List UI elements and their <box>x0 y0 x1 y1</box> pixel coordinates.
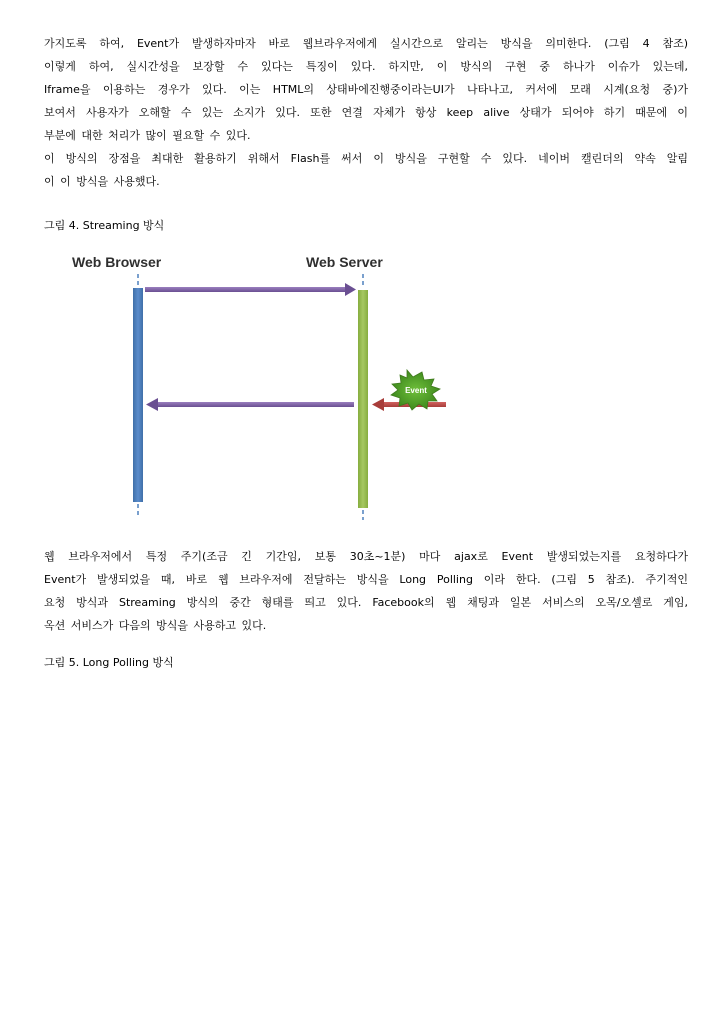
request-arrow-shaft <box>145 287 345 292</box>
text-line: 부분에 대한 처리가 많이 필요할 수 있다. <box>44 129 251 142</box>
web-server-label: Web Server <box>306 254 383 270</box>
request-arrow-head <box>345 283 356 296</box>
web-browser-label: Web Browser <box>72 254 162 270</box>
browser-activation-bar <box>133 288 143 502</box>
text-line: Event가 발생되었을 때, 바로 웹 브라우저에 전달하는 방식을 Long Polling 이라 한다. (그림 5 참조). 주기적인 <box>44 573 688 586</box>
streaming-diagram-svg <box>66 248 446 523</box>
text-line: 가지도록 하여, Event가 발생하자마자 바로 웹브라우저에게 실시간으로 알리는 방식을 의미한다. (그림 4 참조) <box>44 37 688 50</box>
text-line: 보여서 사용자가 오해할 수 있는 소지가 있다. 또한 연결 자체가 항상 keep alive 상태가 되어야 하기 때문에 이 <box>44 106 688 119</box>
figure-4-caption: 그림 4. Streaming 방식 <box>44 219 165 232</box>
server-activation-bar <box>358 290 368 508</box>
text-line: Iframe을 이용하는 경우가 있다. 이는 HTML의 상태바에진행중이라는UI가 나타나고, 커서에 모래 시계(요청 중)가 <box>44 83 688 96</box>
text-line: 웹 브라우저에서 특정 주기(조금 긴 기간임, 보통 30초~1분) 마다 ajax로 Event 발생되었는지를 요청하다가 <box>44 550 688 563</box>
paragraph-streaming-description <box>44 32 688 147</box>
paragraph-flash-implementation <box>44 147 688 193</box>
text-line: 요청 방식과 Streaming 방식의 중간 형태를 띄고 있다. Facebook의 웹 채팅과 일본 서비스의 오목/오셀로 게임, <box>44 596 688 609</box>
text-line: 옥션 서비스가 다음의 방식을 사용하고 있다. <box>44 619 267 632</box>
text-line: 이 방식의 장점을 최대한 활용하기 위해서 Flash를 써서 이 방식을 구현할 수 있다. 네이버 캘린더의 약속 알림 <box>44 152 688 165</box>
figure-5-caption: 그림 5. Long Polling 방식 <box>44 656 174 669</box>
push-arrow-head <box>146 398 158 411</box>
text-line: 이 이 방식을 사용했다. <box>44 175 160 188</box>
text-line: 이렇게 하여, 실시간성을 보장할 수 있다는 특징이 있다. 하지만, 이 방식의 구현 중 하나가 이슈가 있는데, <box>44 60 688 73</box>
streaming-diagram <box>66 248 446 523</box>
event-arrow-head <box>372 398 384 411</box>
event-label: Event <box>405 386 427 395</box>
push-arrow-shaft <box>158 402 354 407</box>
paragraph-long-polling-description <box>44 545 688 637</box>
